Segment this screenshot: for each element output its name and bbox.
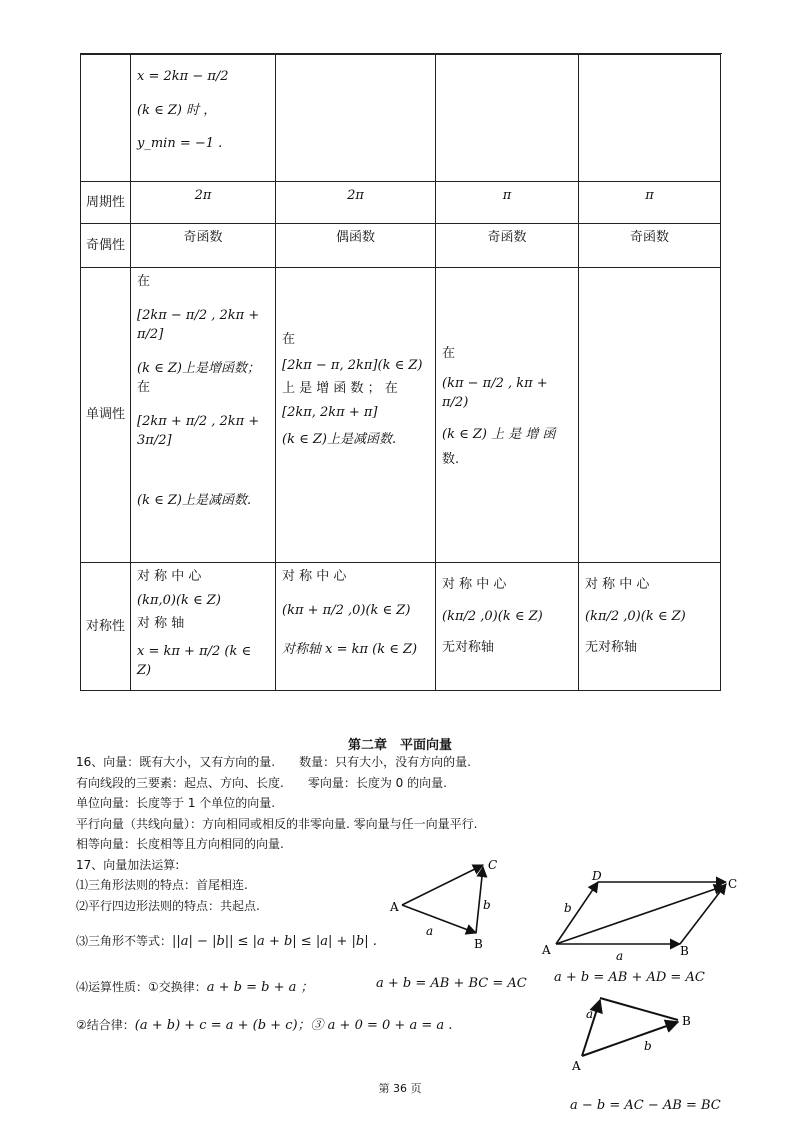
period-label: 周期性 bbox=[81, 182, 131, 224]
sym-cos bbox=[276, 563, 436, 691]
note-line: 相等向量：长度相等且方向相同的向量. bbox=[76, 837, 284, 851]
commutative-law bbox=[76, 976, 314, 995]
mono-sin-interval-inc: [2kπ − π/2 , 2kπ + π/2] bbox=[137, 307, 260, 342]
triangle-ineq-label: ⑶三角形不等式： bbox=[76, 934, 173, 948]
mono-sin-inc: (k ∈ Z)上是增函数； bbox=[137, 360, 260, 376]
row-extreme-label bbox=[81, 55, 131, 182]
vector-diff-line bbox=[600, 998, 678, 1020]
mono-tan-interval: (kπ − π/2 , kπ + π/2) bbox=[442, 375, 548, 410]
page-number: 第 36 页 bbox=[378, 1082, 422, 1095]
associative-law bbox=[76, 1014, 452, 1033]
sym-cot-center: (kπ/2 ,0)(k ∈ Z) bbox=[585, 608, 686, 624]
sym-sin-axis-label: 对 称 轴 bbox=[137, 616, 185, 631]
parallelogram-rule-figure bbox=[540, 868, 750, 963]
point-a-label: A bbox=[572, 1059, 581, 1073]
sym-cos-center: (kπ + π/2 ,0)(k ∈ Z) bbox=[282, 602, 411, 618]
min-k-condition: (k ∈ Z) 时 ， bbox=[137, 102, 217, 118]
vector-b-arrow bbox=[476, 867, 483, 933]
triangle-inequality bbox=[76, 932, 377, 949]
mono-sin-interval-dec: [2kπ + π/2 , 2kπ + 3π/2] bbox=[137, 413, 260, 448]
sym-tan-center-label: 对 称 中 心 bbox=[442, 577, 507, 592]
point-a-label: A bbox=[390, 900, 399, 914]
mono-sin bbox=[131, 268, 276, 563]
mono-tan-text-1: 在 bbox=[442, 346, 456, 361]
note-line: 平行向量（共线向量）：方向相同或相反的非零向量. 零向量与任一向量平行. bbox=[76, 816, 478, 831]
vector-ad-arrow bbox=[556, 882, 598, 944]
row-period bbox=[81, 182, 721, 224]
sym-cos-center-label: 对 称 中 心 bbox=[282, 569, 347, 584]
point-b-label: B bbox=[680, 944, 689, 958]
mono-cos-inc: 上 是 增 函 数 ； 在 bbox=[282, 381, 398, 396]
law-label: ⑷运算性质：①交换律： bbox=[76, 980, 207, 994]
difference-figure bbox=[566, 994, 706, 1076]
row-parity bbox=[81, 224, 721, 268]
note-line: 有向线段的三要素：起点、方向、长度. 零向量：长度为 0 的向量. bbox=[76, 775, 447, 790]
vector-b-arrow bbox=[582, 1022, 678, 1056]
difference-formula: a − b = AC − AB = BC bbox=[570, 1098, 721, 1113]
parity-tan: 奇函数 bbox=[436, 224, 579, 268]
parity-label: 奇偶性 bbox=[81, 224, 131, 268]
mono-cos-text-1: 在 bbox=[282, 332, 296, 347]
parity-cot: 奇函数 bbox=[579, 224, 721, 268]
vector-ac-diagonal bbox=[556, 886, 724, 944]
period-cot: π bbox=[579, 182, 721, 224]
assoc-label: ②结合律： bbox=[76, 1018, 135, 1032]
period-tan: π bbox=[436, 182, 579, 224]
row-symmetry bbox=[81, 563, 721, 691]
vector-a-arrow bbox=[402, 905, 476, 933]
sym-cot-center-label: 对 称 中 心 bbox=[585, 577, 650, 592]
parity-cos: 偶函数 bbox=[276, 224, 436, 268]
mono-cos-interval-inc: [2kπ − π, 2kπ](k ∈ Z) bbox=[282, 357, 423, 373]
commutative-formula: a + b = b + a ； bbox=[206, 980, 314, 995]
min-x-formula: x = 2kπ − π/2 bbox=[137, 69, 229, 84]
sym-cot bbox=[579, 563, 721, 691]
point-c-label: C bbox=[488, 858, 498, 872]
mono-cos bbox=[276, 268, 436, 563]
triangle-rule-figure bbox=[380, 855, 510, 955]
mono-sin-dec: (k ∈ Z)上是减函数. bbox=[137, 492, 252, 508]
min-value: y_min = −1 . bbox=[137, 136, 223, 151]
sym-tan bbox=[436, 563, 579, 691]
point-a-label: A bbox=[542, 943, 551, 957]
period-cos: 2π bbox=[276, 182, 436, 224]
sym-sin-axis: x = kπ + π/2 (k ∈ Z) bbox=[137, 643, 252, 678]
sym-tan-no-axis: 无对称轴 bbox=[442, 640, 495, 655]
vector-b-label: b bbox=[564, 901, 572, 915]
row-monotonicity bbox=[81, 268, 721, 563]
sym-label: 对称性 bbox=[81, 563, 131, 691]
extreme-cell bbox=[131, 55, 276, 182]
sym-sin bbox=[131, 563, 276, 691]
mono-tan-inc: (k ∈ Z) 上 是 增 函 bbox=[442, 426, 556, 442]
vector-a-label: a bbox=[426, 924, 434, 938]
note-line: ⑵平行四边形法则的特点：共起点. bbox=[76, 898, 260, 913]
note-line: ⑴三角形法则的特点：首尾相连. bbox=[76, 878, 248, 892]
row-extreme bbox=[81, 55, 721, 182]
note-line: 单位向量：长度等于 1 个单位的向量. bbox=[76, 796, 276, 810]
point-d-label: D bbox=[592, 869, 602, 883]
vector-ac-arrow bbox=[402, 865, 483, 905]
point-b-label: B bbox=[474, 937, 483, 951]
note-line: 16、向量：既有大小，又有方向的量. 数量：只有大小，没有方向的量. bbox=[76, 755, 471, 769]
mono-cos-interval-dec: [2kπ, 2kπ + π] bbox=[282, 404, 378, 420]
mono-sin-text-2: 在 bbox=[137, 380, 151, 395]
sym-tan-center: (kπ/2 ,0)(k ∈ Z) bbox=[442, 608, 543, 624]
chapter-title: 第二章 平面向量 bbox=[347, 738, 452, 753]
note-line: 17、向量加法运算: bbox=[76, 857, 180, 872]
point-c-label: C bbox=[728, 877, 738, 891]
sym-cot-no-axis: 无对称轴 bbox=[585, 640, 638, 655]
associative-formula: (a + b) + c = a + (b + c)；③ a + 0 = 0 + a = a . bbox=[134, 1018, 453, 1033]
vector-b-label: b bbox=[644, 1039, 652, 1053]
mono-cos-dec: (k ∈ Z)上是减函数. bbox=[282, 432, 397, 447]
triangle-ineq-formula: ||a| − |b|| ≤ |a + b| ≤ |a| + |b| . bbox=[172, 934, 377, 949]
mono-label: 单调性 bbox=[81, 268, 131, 563]
vector-a-label: a bbox=[586, 1007, 594, 1021]
sym-sin-center: (kπ,0)(k ∈ Z) bbox=[137, 592, 221, 608]
trig-properties-table bbox=[80, 54, 721, 691]
vector-a-label: a bbox=[616, 949, 624, 963]
period-sin: 2π bbox=[131, 182, 276, 224]
mono-tan-text-2: 数. bbox=[442, 452, 460, 467]
point-b-label: B bbox=[682, 1014, 691, 1028]
vector-b-label: b bbox=[483, 898, 491, 912]
mono-tan bbox=[436, 268, 579, 563]
sum-triangle-formula: a + b = AB + BC = AC bbox=[376, 976, 527, 991]
sym-cos-axis: 对称轴 x = kπ (k ∈ Z) bbox=[282, 642, 418, 657]
parity-sin: 奇函数 bbox=[131, 224, 276, 268]
sym-sin-center-label: 对 称 中 心 bbox=[137, 569, 202, 584]
sum-parallelogram-formula: a + b = AB + AD = AC bbox=[554, 970, 705, 985]
mono-sin-text-1: 在 bbox=[137, 274, 151, 289]
